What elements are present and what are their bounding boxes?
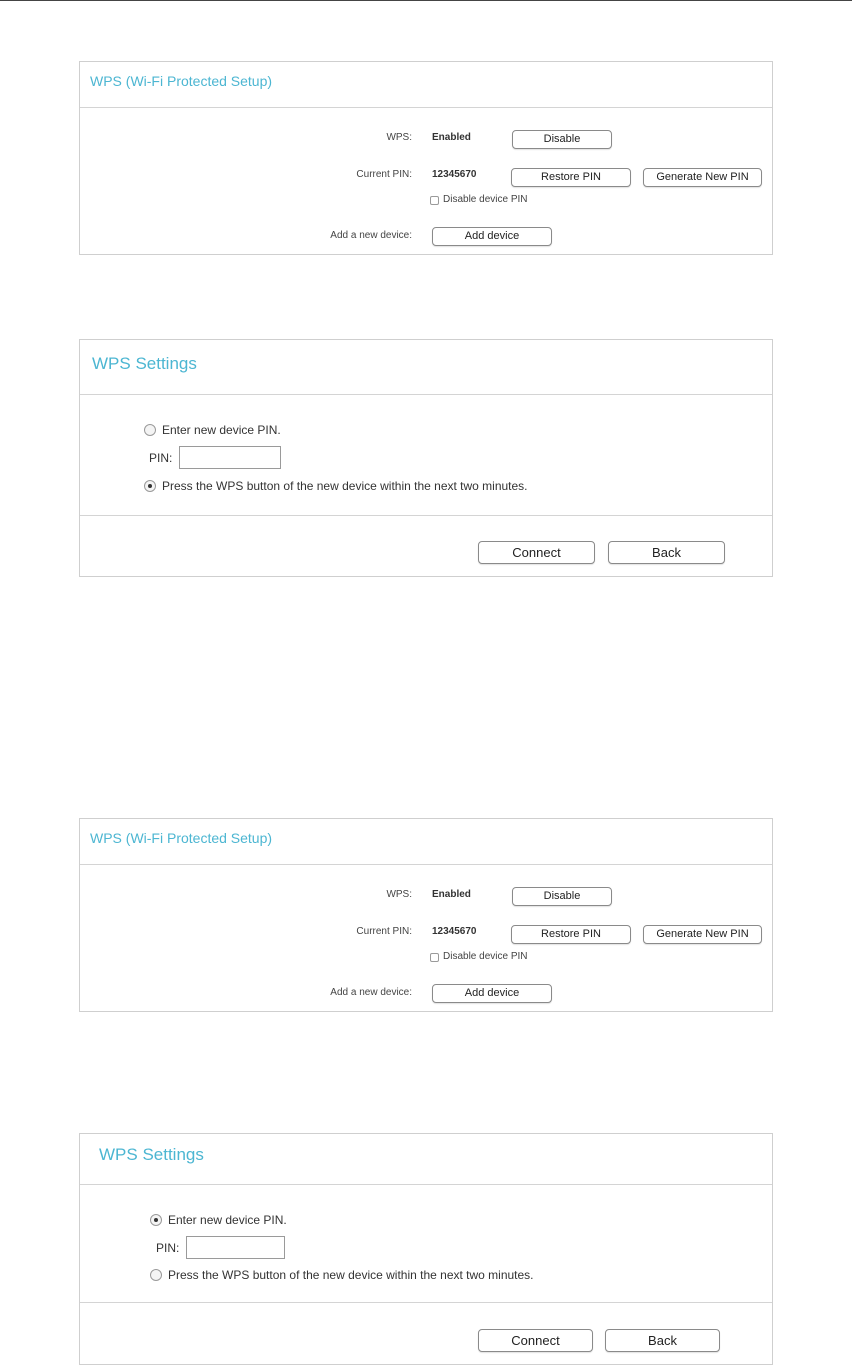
disable-device-pin-label: Disable device PIN	[443, 951, 528, 962]
generate-new-pin-button[interactable]: Generate New PIN	[643, 925, 762, 944]
push-button-option-label: Press the WPS button of the new device within the next two minutes.	[168, 1268, 534, 1282]
wps-label: WPS:	[386, 889, 412, 900]
current-pin-label: Current PIN:	[356, 169, 412, 180]
generate-new-pin-button[interactable]: Generate New PIN	[643, 168, 762, 187]
back-button[interactable]: Back	[605, 1329, 720, 1352]
wps-panel	[79, 61, 773, 255]
enter-pin-option-label: Enter new device PIN.	[168, 1213, 287, 1227]
current-pin-label: Current PIN:	[356, 926, 412, 937]
restore-pin-button[interactable]: Restore PIN	[511, 925, 631, 944]
wps-label: WPS:	[386, 132, 412, 143]
pin-label: PIN:	[149, 451, 173, 465]
panel-divider	[80, 1302, 772, 1303]
restore-pin-button[interactable]: Restore PIN	[511, 168, 631, 187]
disable-device-pin-checkbox[interactable]	[430, 196, 439, 205]
add-device-label: Add a new device:	[330, 230, 412, 241]
current-pin-value: 12345670	[432, 926, 477, 937]
panel-title: WPS Settings	[92, 354, 197, 373]
enter-pin-radio[interactable]	[144, 424, 156, 436]
back-button[interactable]: Back	[608, 541, 725, 564]
disable-button[interactable]: Disable	[512, 887, 612, 906]
pin-input[interactable]	[179, 446, 281, 469]
enter-pin-option-label: Enter new device PIN.	[162, 423, 281, 437]
disable-device-pin-label: Disable device PIN	[443, 194, 528, 205]
push-button-radio[interactable]	[144, 480, 156, 492]
disable-button[interactable]: Disable	[512, 130, 612, 149]
enter-pin-radio[interactable]	[150, 1214, 162, 1226]
push-button-radio[interactable]	[150, 1269, 162, 1281]
add-device-button[interactable]: Add device	[432, 227, 552, 246]
connect-button[interactable]: Connect	[478, 541, 595, 564]
panel-title: WPS (Wi-Fi Protected Setup)	[90, 830, 273, 846]
disable-device-pin-checkbox[interactable]	[430, 953, 439, 962]
panel-divider	[80, 515, 772, 516]
wps-status: Enabled	[432, 132, 471, 143]
wps-settings-panel	[79, 339, 773, 577]
wps-panel	[79, 818, 773, 1012]
panel-divider	[80, 394, 772, 395]
pin-label: PIN:	[156, 1241, 180, 1255]
current-pin-value: 12345670	[432, 169, 477, 180]
wps-status: Enabled	[432, 889, 471, 900]
add-device-button[interactable]: Add device	[432, 984, 552, 1003]
panel-title: WPS (Wi-Fi Protected Setup)	[90, 73, 273, 89]
panel-divider	[80, 1184, 772, 1185]
panel-divider	[80, 107, 772, 108]
wps-settings-panel	[79, 1133, 773, 1365]
push-button-option-label: Press the WPS button of the new device within the next two minutes.	[162, 479, 528, 493]
add-device-label: Add a new device:	[330, 987, 412, 998]
connect-button[interactable]: Connect	[478, 1329, 593, 1352]
panel-divider	[80, 864, 772, 865]
panel-title: WPS Settings	[99, 1145, 204, 1164]
page-top-rule	[0, 0, 852, 1]
pin-input[interactable]	[186, 1236, 285, 1259]
